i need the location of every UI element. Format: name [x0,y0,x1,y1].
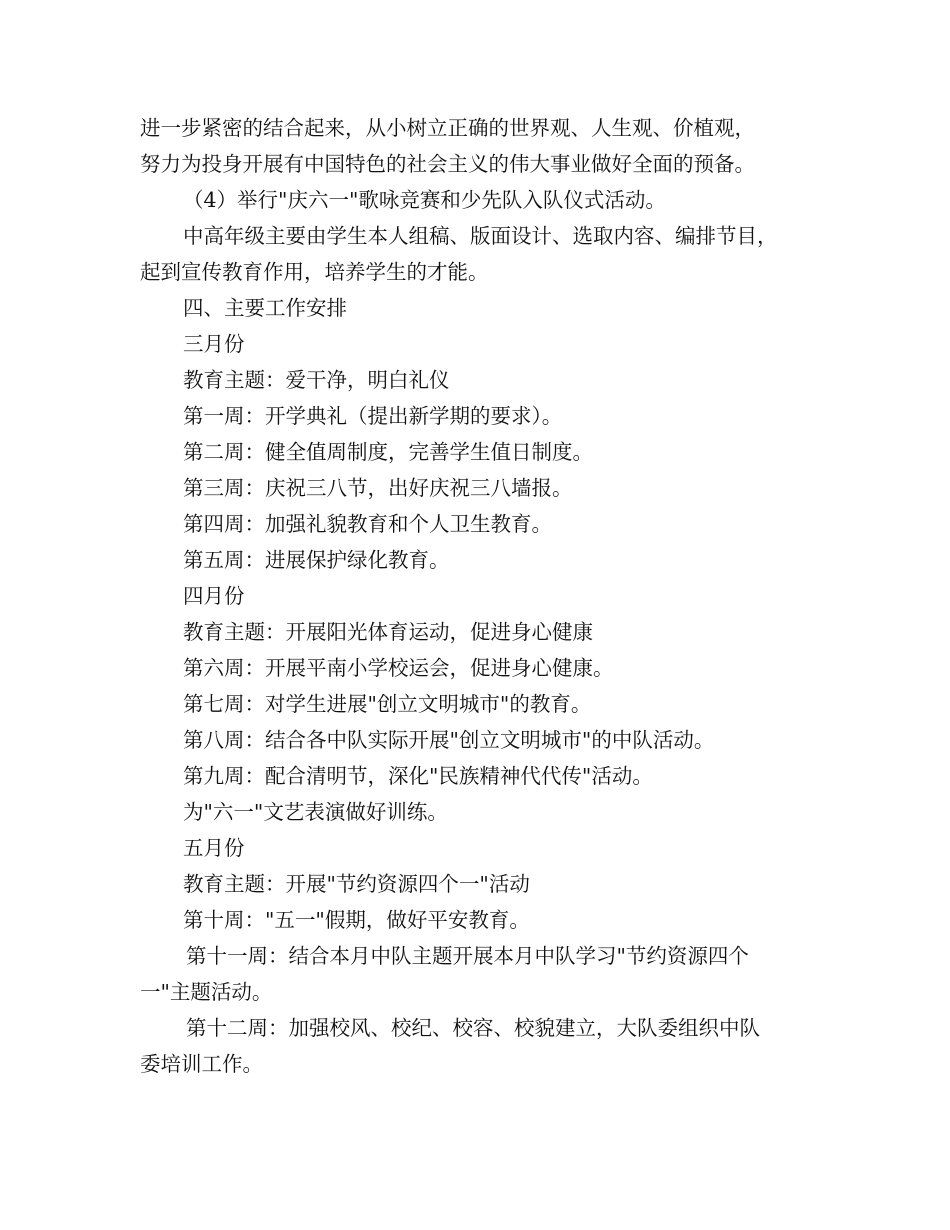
week-item: 第一周：开学典礼（提出新学期的要求）。 [183,404,563,428]
document-body [140,110,830,1082]
paragraph-line: 中高年级主要由学生本人组稿、版面设计、选取内容、编排节目， [183,224,778,248]
month-heading-april: 四月份 [183,584,245,608]
section-heading: 四、主要工作安排 [183,296,347,320]
paragraph-line: 为"六一"文艺表演做好训练。 [183,800,448,824]
paragraph-line: 进一步紧密的结合起来，从小树立正确的世界观、人生观、价植观， [140,116,755,140]
item-heading: （4）举行"庆六一"歌咏竞赛和少先队入队仪式活动。 [183,188,666,212]
week-item: 第二周：健全值周制度，完善学生值日制度。 [183,440,593,464]
month-heading-march: 三月份 [183,332,245,356]
week-item: 第十二周：加强校风、校纪、校容、校貌建立，大队委组织中队 [186,1016,760,1040]
paragraph-line: 起到宣传教育作用，培养学生的才能。 [140,260,489,284]
week-item: 第四周：加强礼貌教育和个人卫生教育。 [183,512,552,536]
paragraph-line: 一"主题活动。 [140,980,273,1004]
month-heading-may: 五月份 [183,836,245,860]
theme-line: 教育主题：开展"节约资源四个一"活动 [183,872,530,896]
week-item: 第十周："五一"假期，做好平安教育。 [183,908,530,932]
week-item: 第九周：配合清明节，深化"民族精神代代传"活动。 [183,764,653,788]
theme-line: 教育主题：爱干净，明白礼仪 [183,368,450,392]
week-item: 第五周：进展保护绿化教育。 [183,548,450,572]
week-item: 第七周：对学生进展"创立文明城市"的教育。 [183,692,592,716]
week-item: 第十一周：结合本月中队主题开展本月中队学习"节约资源四个 [186,944,749,968]
week-item: 第三周：庆祝三八节，出好庆祝三八墙报。 [183,476,573,500]
paragraph-line: 努力为投身开展有中国特色的社会主义的伟大事业做好全面的预备。 [140,152,755,176]
theme-line: 教育主题：开展阳光体育运动，促进身心健康 [183,620,593,644]
week-item: 第八周：结合各中队实际开展"创立文明城市"的中队活动。 [183,728,715,752]
week-item: 第六周：开展平南小学校运会，促进身心健康。 [183,656,614,680]
paragraph-line: 委培训工作。 [140,1052,263,1076]
